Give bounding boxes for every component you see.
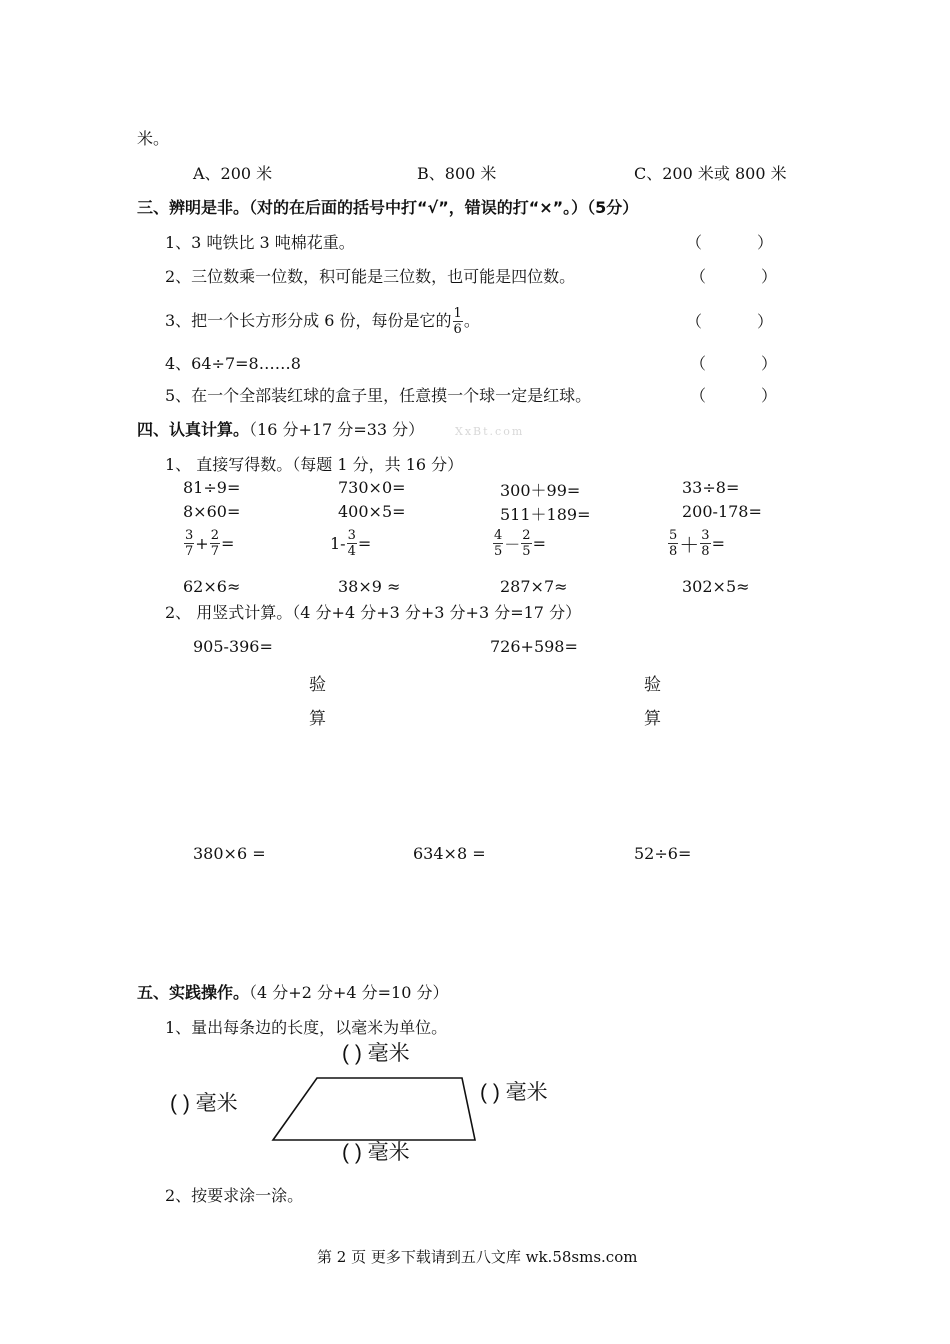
calc-item: 730×0=: [338, 478, 406, 497]
calc-fraction-item: $\frac{4}{5}$ － $\frac{2}{5}$ =: [494, 528, 546, 559]
calc-item: 400×5=: [338, 502, 406, 521]
vertical-calc-2: 726+598=: [490, 637, 578, 656]
measure-label-right[interactable]: ( ) 毫米: [480, 1081, 548, 1104]
judge-item-4: 4、64÷7=8……8: [165, 354, 301, 373]
continued-text: 米。: [137, 129, 170, 148]
answer-paren-5[interactable]: （ ）: [690, 386, 778, 405]
subsection-color: 2、按要求涂一涂。: [165, 1186, 304, 1205]
subsection-mental: 1、 直接写得数。（每题 1 分，共 16 分）: [165, 455, 464, 474]
estimate-item: 38×9 ≈: [338, 577, 401, 596]
estimate-item: 287×7≈: [500, 577, 568, 596]
check-label: 验: [309, 675, 326, 695]
calc-item: 300＋99=: [500, 481, 581, 500]
estimate-item: 62×6≈: [183, 577, 241, 596]
calc-item: 200-178=: [682, 502, 762, 521]
subsection-measure: 1、量出每条边的长度，以毫米为单位。: [165, 1018, 448, 1037]
section5-heading: 五、实践操作。（4 分+2 分+4 分=10 分）: [137, 983, 449, 1002]
calc-fraction-item: $\frac{5}{8}$ ＋ $\frac{3}{8}$ =: [669, 528, 725, 559]
fraction: $\frac{1}{6}$: [453, 306, 462, 337]
judge-item-2: 2、三位数乘一位数，积可能是三位数，也可能是四位数。: [165, 267, 576, 286]
calc-item: 81÷9=: [183, 478, 241, 497]
answer-paren-1[interactable]: （ ）: [686, 233, 774, 252]
measure-label-left[interactable]: ( ) 毫米: [170, 1092, 238, 1115]
measure-label-bottom[interactable]: ( ) 毫米: [342, 1141, 410, 1164]
answer-paren-3[interactable]: （ ）: [686, 312, 774, 331]
vertical-calc-5: 52÷6=: [634, 844, 692, 863]
choice-a: A、200 米: [193, 164, 273, 183]
section4-heading: 四、认真计算。（16 分+17 分=33 分）: [137, 420, 425, 439]
check-label: 验: [644, 675, 661, 695]
trapezoid-figure: [260, 1068, 490, 1148]
choice-c: C、200 米或 800 米: [634, 164, 787, 183]
judge-item-3: 3、把一个长方形分成 6 份，每份是它的 $\frac{1}{6}$ 。: [165, 306, 480, 337]
vertical-calc-1: 905-396=: [193, 637, 273, 656]
answer-paren-4[interactable]: （ ）: [690, 354, 778, 373]
choice-b: B、800 米: [417, 164, 497, 183]
vertical-calc-3: 380×6 =: [193, 844, 266, 863]
footer: 第 2 页 更多下载请到五八文库 wk.58sms.com: [317, 1248, 638, 1266]
calc-fraction-item: 1- $\frac{3}{4}$ =: [330, 528, 372, 559]
calc-fraction-item: $\frac{3}{7}$ + $\frac{2}{7}$ =: [185, 528, 235, 559]
calc-item: 8×60=: [183, 502, 241, 521]
answer-paren-2[interactable]: （ ）: [690, 267, 778, 286]
judge-item-1: 1、3 吨铁比 3 吨棉花重。: [165, 233, 355, 252]
judge-item-5: 5、在一个全部装红球的盒子里，任意摸一个球一定是红球。: [165, 386, 592, 405]
estimate-item: 302×5≈: [682, 577, 750, 596]
subsection-vertical: 2、 用竖式计算。（4 分+4 分+3 分+3 分+3 分=17 分）: [165, 603, 582, 622]
measure-label-top[interactable]: ( ) 毫米: [342, 1042, 410, 1065]
calc-item: 33÷8=: [682, 478, 740, 497]
vertical-calc-4: 634×8 =: [413, 844, 486, 863]
check-label: 算: [644, 709, 661, 729]
calc-item: 511＋189=: [500, 505, 591, 524]
section3-title: 三、辨明是非。（对的在后面的括号中打“√”，错误的打“×”。）（5分）: [137, 198, 639, 217]
check-label: 算: [309, 709, 326, 729]
watermark: XxBt.com: [455, 425, 525, 438]
